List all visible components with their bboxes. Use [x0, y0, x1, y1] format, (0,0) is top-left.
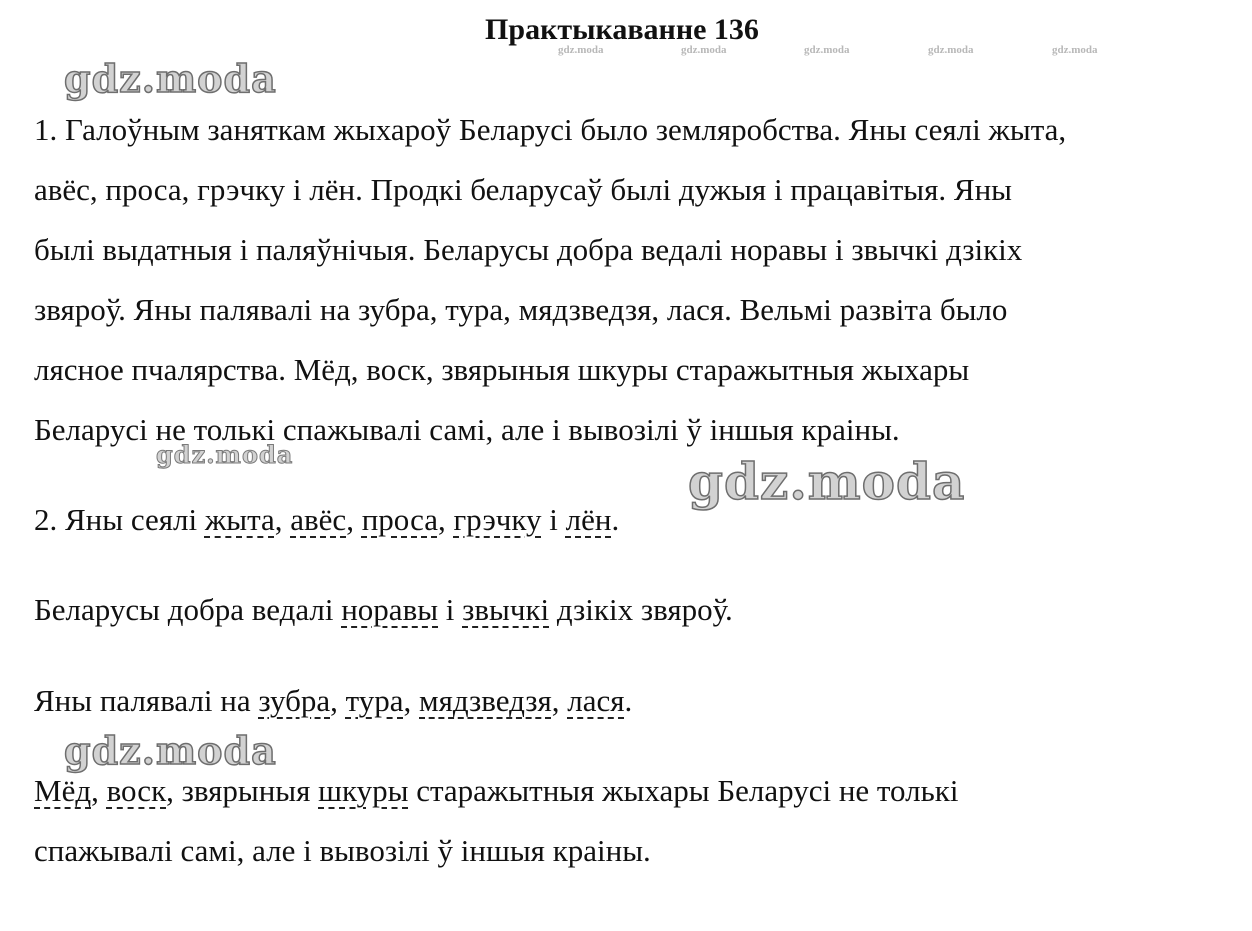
underlined-word: зубра [258, 683, 331, 718]
underlined-word: лася [567, 683, 625, 718]
underlined-word: шкуры [318, 773, 409, 808]
underlined-word: проса [361, 502, 438, 537]
watermark-small: gdz.moda [558, 44, 604, 56]
underlined-word: грэчку [453, 502, 542, 537]
underlined-word: Мёд [34, 773, 92, 808]
underlined-word: воск [106, 773, 167, 808]
task-1-line: Беларусі не толькі спажывалі самі, але і вывозілі ў іншыя краіны. [34, 412, 900, 447]
task-1-line: 1. Галоўным заняткам жыхароў Беларусі было земляробства. Яны сеялі жыта, [34, 112, 1067, 147]
underlined-word: жыта [204, 502, 275, 537]
watermark-logo: gdz.moda [156, 440, 294, 469]
page-title: Практыкаванне 136 [485, 13, 759, 46]
watermark-small: gdz.moda [681, 44, 727, 56]
watermark-logo: gdz.moda [64, 728, 277, 773]
task-2-sentence-1: 2. Яны сеялі жыта, авёс, проса, грэчку і лён. [34, 502, 620, 537]
task-1-line: авёс, проса, грэчку і лён. Продкі беларусаў былі дужыя і працавітыя. Яны [34, 172, 1012, 207]
underlined-word: тура [345, 683, 404, 718]
task-2-sentence-2: Беларусы добра ведалі норавы і звычкі дзікіх звяроў. [34, 592, 733, 627]
task-1-line: былі выдатныя і паляўнічыя. Беларусы добра ведалі норавы і звычкі дзікіх [34, 232, 1023, 267]
underlined-word: лён [565, 502, 612, 537]
underlined-word: авёс [290, 502, 347, 537]
watermark-logo: gdz.moda [688, 452, 966, 511]
underlined-word: норавы [341, 592, 439, 627]
underlined-word: мядзведзя [419, 683, 552, 718]
watermark-logo: gdz.moda [64, 56, 277, 101]
task-2-sentence-3: Яны палявалі на зубра, тура, мядзведзя, лася. [34, 683, 633, 718]
watermark-small: gdz.moda [804, 44, 850, 56]
watermark-small: gdz.moda [1052, 44, 1098, 56]
task-2-sentence-4: Мёд, воск, звярыныя шкуры старажытныя жыхары Беларусі не толькі [34, 773, 959, 808]
watermark-small: gdz.moda [928, 44, 974, 56]
underlined-word: звычкі [462, 592, 550, 627]
task-1-paragraph [34, 100, 1224, 460]
task-1-line: звяроў. Яны палявалі на зубра, тура, мядзведзя, лася. Вельмі развіта было [34, 292, 1008, 327]
task-1-line: лясное пчалярства. Мёд, воск, звярыныя шкуры старажытныя жыхары [34, 352, 970, 387]
task-2-sentence-4-continuation: спажывалі самі, але і вывозілі ў іншыя краіны. [34, 833, 651, 868]
